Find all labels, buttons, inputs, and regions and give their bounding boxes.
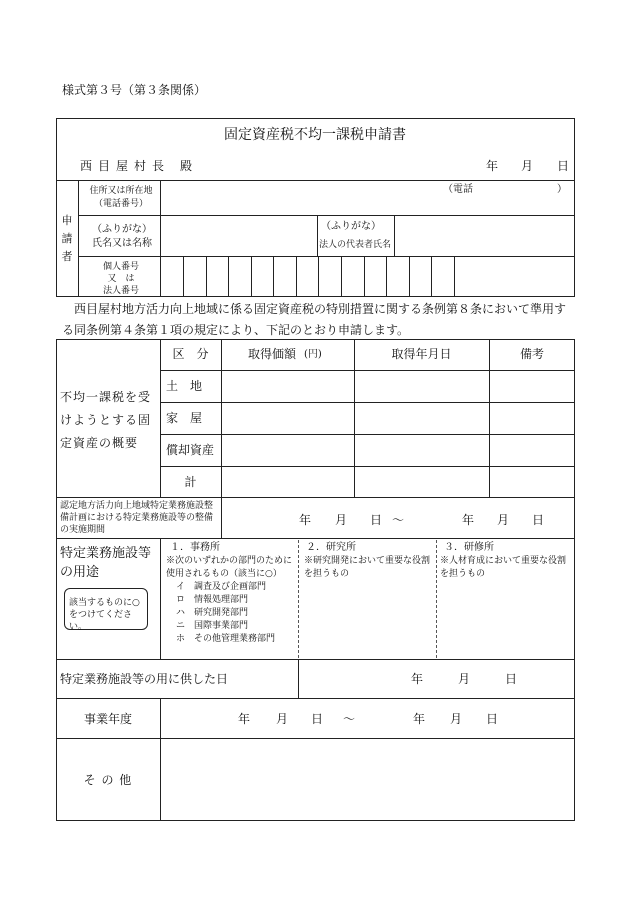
period-label: 認定地方活力向上地域特定業務施設整備計画における特定業務施設等の整備の実施期間 xyxy=(60,501,214,535)
id-number-cell[interactable] xyxy=(229,257,251,296)
building-price-field[interactable] xyxy=(222,403,353,434)
header-remarks: 備考 xyxy=(519,347,544,361)
row-depreciable: 償却資産 xyxy=(166,443,215,457)
id-cell-divider xyxy=(454,256,455,297)
depreciable-price-field[interactable] xyxy=(222,435,353,466)
usage-label: 特定業務施設等の用途 xyxy=(60,546,152,580)
use-date-label: 特定業務施設等の用に供した日 xyxy=(60,672,229,686)
training-desc: ※人材育成において重要な役割を担うもの xyxy=(440,556,567,579)
period-to-year: 年 xyxy=(462,513,475,527)
rep-furigana: （ふりがな） xyxy=(321,221,381,232)
period-to-day: 日 xyxy=(532,513,545,527)
date-day: 日 xyxy=(557,159,570,173)
statement-text: 西目屋村地方活力向上地域に係る固定資産税の特別措置に関する条例第８条において準用する同条例第４条第１項の規定により、下記のとおり申請します。 xyxy=(62,302,567,337)
id-number-label: 個人番号 又 は 法人番号 xyxy=(102,262,139,296)
name-label: （ふりがな） 氏名又は名称 xyxy=(92,224,152,249)
business-year-tilde: ～ xyxy=(343,712,356,726)
header-category: 区 分 xyxy=(172,347,209,361)
form-label: 様式第３号（第３条関係） xyxy=(62,83,207,97)
phone-close: ） xyxy=(557,184,567,195)
lab-desc: ※研究開発において重要な役割を担うもの xyxy=(304,556,431,579)
lab-title[interactable]: ２．研究所 xyxy=(306,542,356,553)
id-number-cell[interactable] xyxy=(342,257,364,296)
id-number-cell[interactable] xyxy=(410,257,431,296)
applicant-group-label: 申 請 者 xyxy=(61,214,73,263)
other-label: そ の 他 xyxy=(83,773,133,787)
id-number-cell[interactable] xyxy=(432,257,454,296)
business-year-from-month: 月 xyxy=(276,712,289,726)
id-number-cell[interactable] xyxy=(252,257,273,296)
addressee-suffix: 殿 xyxy=(180,159,193,173)
period-to-month: 月 xyxy=(497,513,510,527)
use-date-month: 月 xyxy=(458,672,471,686)
id-number-cell[interactable] xyxy=(274,257,296,296)
business-year-to-day: 日 xyxy=(486,712,499,726)
business-year-label: 事業年度 xyxy=(83,712,132,726)
form-title: 固定資産税不均一課税申請書 xyxy=(224,127,406,143)
business-year-from-day: 日 xyxy=(311,712,324,726)
rep-label: 法人の代表者氏名 xyxy=(319,240,392,250)
office-item[interactable]: ロ 情報処理部門 xyxy=(176,595,249,605)
usage-note: 該当するものに○をつけてください。 xyxy=(69,598,140,632)
office-item[interactable]: イ 調査及び企画部門 xyxy=(176,582,267,592)
id-number-cell[interactable] xyxy=(184,257,206,296)
id-number-cell[interactable] xyxy=(365,257,386,296)
address-label: 住所又は所在地 （電話番号） xyxy=(89,186,153,209)
row-total: 計 xyxy=(184,475,197,489)
phone-label: （電話 xyxy=(443,184,473,195)
period-from-month: 月 xyxy=(335,513,348,527)
header-acquired-date: 取得年月日 xyxy=(391,347,452,361)
training-title[interactable]: ３．研修所 xyxy=(444,542,494,553)
land-price-field[interactable] xyxy=(222,371,353,402)
period-tilde: ～ xyxy=(392,513,405,527)
period-from-year: 年 xyxy=(299,513,312,527)
asset-row-label: 不均一課税を受けようとする固定資産の概要 xyxy=(60,390,152,450)
business-year-to-month: 月 xyxy=(450,712,463,726)
id-number-cell[interactable] xyxy=(387,257,409,296)
use-date-year: 年 xyxy=(411,672,424,686)
period-from-day: 日 xyxy=(370,513,383,527)
header-price-unit: (円) xyxy=(304,349,322,360)
name-field[interactable] xyxy=(161,216,316,256)
rep-name-field[interactable] xyxy=(395,216,574,256)
other-field[interactable] xyxy=(161,739,574,820)
row-building: 家 屋 xyxy=(166,411,203,425)
date-month: 月 xyxy=(521,159,534,173)
id-number-cell[interactable] xyxy=(297,257,318,296)
office-title[interactable]: １．事務所 xyxy=(170,542,220,553)
office-item[interactable]: ハ 研究開発部門 xyxy=(176,608,249,618)
business-year-from-year: 年 xyxy=(238,712,251,726)
id-number-cell[interactable] xyxy=(161,257,183,296)
address-field[interactable] xyxy=(161,181,574,215)
business-year-to-year: 年 xyxy=(413,712,426,726)
use-date-day: 日 xyxy=(505,672,518,686)
id-number-cell[interactable] xyxy=(207,257,228,296)
office-desc: ※次のいずれかの部門のために使用されるもの（該当に○） xyxy=(166,556,293,579)
row-land: 土 地 xyxy=(166,379,203,393)
date-year: 年 xyxy=(486,159,499,173)
office-item[interactable]: ホ その他管理業務部門 xyxy=(176,634,276,644)
id-number-cell[interactable] xyxy=(319,257,341,296)
office-item[interactable]: ニ 国際事業部門 xyxy=(176,621,249,631)
header-price: 取得価額 xyxy=(248,347,297,361)
total-price-field[interactable] xyxy=(222,467,353,497)
addressee: 西目屋村長 xyxy=(80,159,171,173)
